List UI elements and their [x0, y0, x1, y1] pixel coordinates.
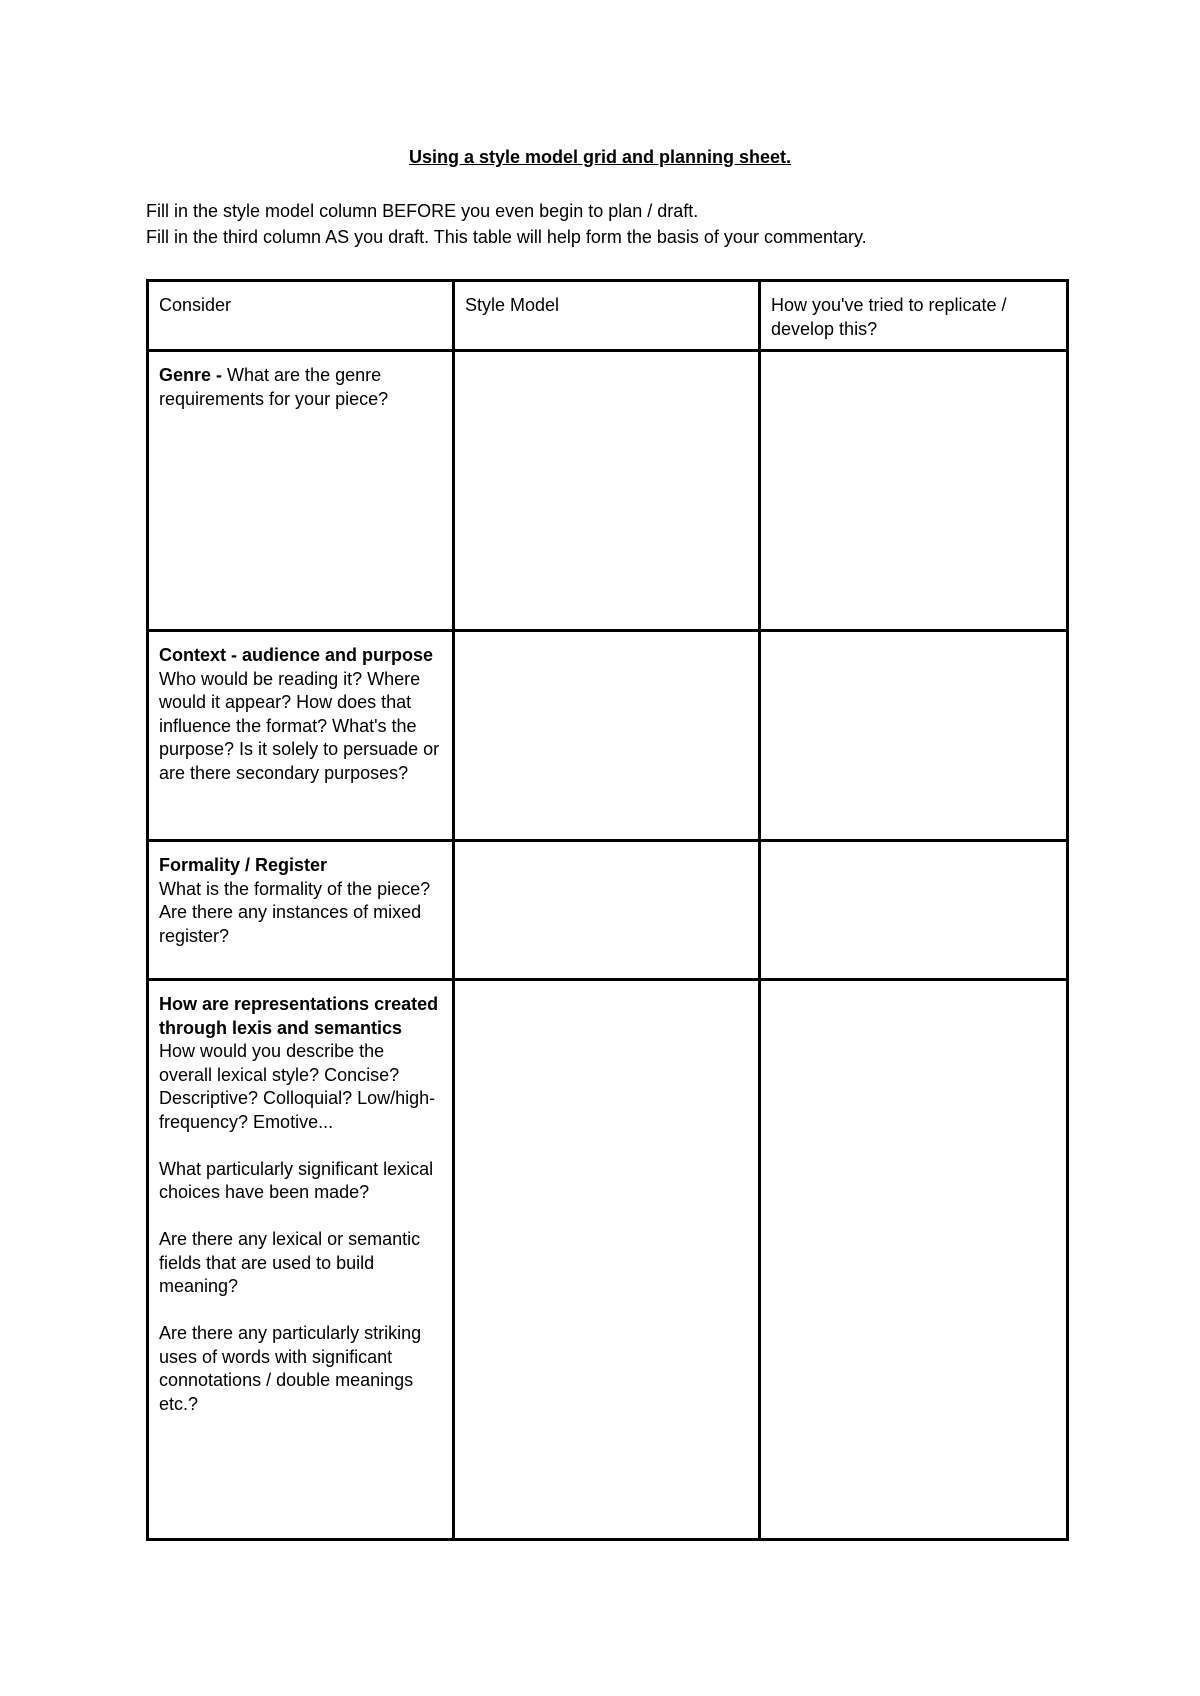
consider-cell-formality — [148, 841, 454, 980]
replicate-cell[interactable] — [760, 841, 1068, 980]
table-row-formality — [148, 841, 1068, 980]
row-text: What particularly significant lexical choices have been made? — [159, 1158, 434, 1202]
row-heading: How are representations created through lexis and semantics — [159, 994, 439, 1038]
row-text: Are there any lexical or semantic fields that are used to build meaning? — [159, 1229, 421, 1296]
style-model-cell[interactable] — [454, 351, 760, 631]
table-row-genre — [148, 351, 1068, 631]
instructions — [146, 198, 1106, 250]
header-style-model: Style Model — [454, 281, 760, 351]
table-row-lexis — [148, 980, 1068, 1540]
row-text: Who would be reading it? Where would it appear? How does that influence the format? What's the purpose? Is it solely to persuade or are there secondary purposes? — [159, 668, 440, 783]
row-text: Are there any instances of mixed register? — [159, 902, 422, 946]
style-model-cell[interactable] — [454, 841, 760, 980]
header-replicate: How you've tried to replicate / develop this? — [760, 281, 1068, 351]
replicate-cell[interactable] — [760, 980, 1068, 1540]
instruction-line-1: Fill in the style model column BEFORE you even begin to plan / draft. — [146, 201, 699, 221]
row-heading: Formality / Register — [159, 855, 328, 875]
row-heading: Genre - — [159, 365, 228, 385]
style-model-cell[interactable] — [454, 631, 760, 841]
row-text: How would you describe the overall lexical style? Concise? Descriptive? Colloquial? Low/high-frequency? Emotive... — [159, 1041, 436, 1132]
replicate-cell[interactable] — [760, 351, 1068, 631]
style-model-grid — [146, 279, 1069, 1541]
style-model-cell[interactable] — [454, 980, 760, 1540]
instruction-line-2: Fill in the third column AS you draft. This table will help form the basis of your commentary. — [146, 227, 867, 247]
header-consider: Consider — [148, 281, 454, 351]
page-title: Using a style model grid and planning sheet. — [408, 147, 792, 167]
replicate-cell[interactable] — [760, 631, 1068, 841]
consider-cell-genre — [148, 351, 454, 631]
consider-cell-lexis — [148, 980, 454, 1540]
table-row-context — [148, 631, 1068, 841]
row-text: What is the formality of the piece? — [159, 878, 431, 899]
header-row — [148, 281, 1068, 351]
row-text: What are the genre requirements for your piece? — [159, 365, 389, 409]
row-text: Are there any particularly striking uses of words with significant connotations / double meanings etc.? — [159, 1323, 422, 1414]
consider-cell-context — [148, 631, 454, 841]
row-heading: Context - audience and purpose — [159, 645, 434, 665]
